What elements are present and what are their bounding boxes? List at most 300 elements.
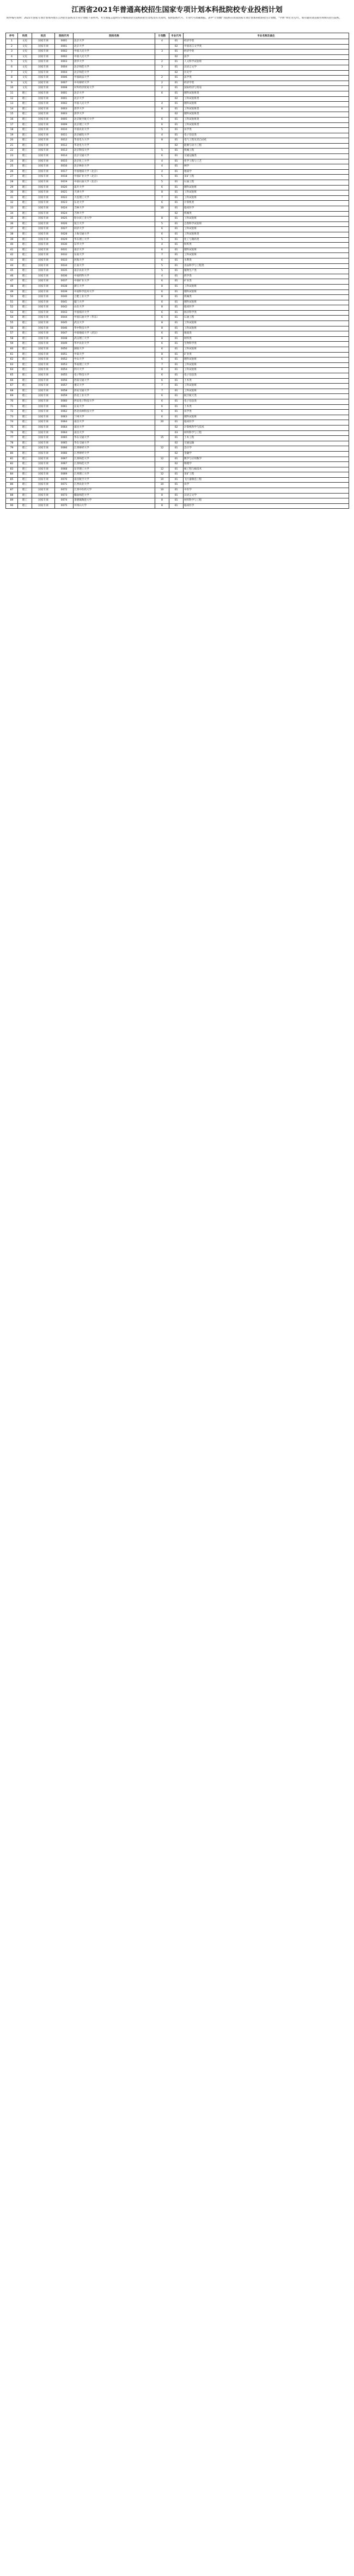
table-row <box>6 477 349 483</box>
table-cell: 6 <box>155 410 169 415</box>
table-cell: 77 <box>6 436 18 441</box>
table-cell: 6 <box>155 394 169 399</box>
table-cell: 3 <box>155 50 169 55</box>
table-cell: 31 <box>6 195 18 201</box>
table-row <box>6 253 349 258</box>
table-cell: 6 <box>155 358 169 363</box>
table-cell: 01 <box>169 253 184 258</box>
table-cell: 0006 <box>55 76 74 81</box>
table-cell: 01 <box>169 175 184 180</box>
table-cell: 30 <box>6 190 18 196</box>
table-cell: 国家专项 <box>32 96 55 102</box>
table-row <box>6 410 349 415</box>
document-title: 江西省2021年普通高校招生国家专项计划本科批院校专业投档计划 <box>71 6 283 14</box>
table-cell: 国家专项 <box>32 243 55 248</box>
table-cell: 国家专项 <box>32 86 55 91</box>
table-row <box>6 415 349 420</box>
document-note: 附件编号说明：2021年国家专项计划本科批在江西招生院校及专业计划如下表所列。考生填报志愿时应仔细阅读招生院校的招生章程及有关说明，按照院校代号、专业代号准确填报。表中“计划数”为院校在我省国家专项计划本科批的招生计划数，“学费”单位为元/年。如有疑问请直接咨询相关招生院校。 <box>7 17 342 20</box>
table-cell: 6 <box>155 227 169 232</box>
table-cell: 02 <box>169 112 184 118</box>
table-cell: 理工 <box>18 389 32 394</box>
table-cell: 国家专项 <box>32 483 55 488</box>
table-cell: 国家专项 <box>32 117 55 122</box>
table-cell: 8 <box>155 326 169 331</box>
table-cell: 3 <box>6 50 18 55</box>
table-cell: 国家专项 <box>32 425 55 430</box>
table-cell: 01 <box>169 310 184 316</box>
table-cell: 69 <box>6 394 18 399</box>
table-cell: 理工 <box>18 149 32 154</box>
table-cell: 01 <box>169 237 184 243</box>
table-cell: 6 <box>155 232 169 237</box>
table-cell: 江西财经大学 <box>74 446 155 452</box>
table-cell: 国家专项 <box>32 39 55 45</box>
table-cell: 01 <box>169 446 184 452</box>
table-cell: 电气工程及其自动化 <box>184 138 349 144</box>
table-cell: 01 <box>169 472 184 478</box>
table-row <box>6 310 349 316</box>
table-row <box>6 384 349 389</box>
table-cell: 75 <box>6 425 18 430</box>
table-cell: 20 <box>6 138 18 144</box>
table-cell: 8 <box>155 321 169 326</box>
table-cell: 20 <box>155 420 169 426</box>
table-cell: 23 <box>6 154 18 159</box>
table-cell: 7 <box>155 362 169 368</box>
table-cell: 4 <box>155 169 169 175</box>
table-cell: 01 <box>169 295 184 300</box>
table-cell: 理工 <box>18 190 32 196</box>
table-cell: 文史 <box>18 86 32 91</box>
table-cell: 58 <box>6 336 18 342</box>
table-cell: 理工 <box>18 394 32 399</box>
table-cell <box>155 54 169 60</box>
table-cell: 60 <box>6 347 18 353</box>
table-cell: 0044 <box>55 316 74 321</box>
table-cell: 01 <box>169 321 184 326</box>
table-cell: 文史 <box>18 39 32 45</box>
table-row <box>6 436 349 441</box>
table-cell: 0037 <box>55 279 74 285</box>
table-cell: 南昌大学 <box>74 425 155 430</box>
table-cell: 工科试验班类 <box>184 122 349 128</box>
table-cell: 石油工程 <box>184 180 349 186</box>
table-cell: 国家专项 <box>32 44 55 50</box>
table-cell: 中国海洋大学 <box>74 310 155 316</box>
table-cell: 理工 <box>18 221 32 227</box>
table-cell: 西北工业大学 <box>74 394 155 399</box>
table-cell: 42 <box>6 253 18 258</box>
table-cell: 计算机科学与技术 <box>184 425 349 430</box>
table-cell: 01 <box>169 420 184 426</box>
table-cell: 5 <box>155 180 169 186</box>
table-cell: 0065 <box>55 441 74 446</box>
table-cell: 0015 <box>55 159 74 164</box>
table-cell: 交通运输 <box>184 441 349 446</box>
table-cell: 电子信息类 <box>184 133 349 138</box>
column-header: 专业代号 <box>169 33 184 39</box>
table-cell: 5 <box>155 237 169 243</box>
table-cell: 01 <box>169 133 184 138</box>
table-cell: 国家专项 <box>32 175 55 180</box>
table-row <box>6 206 349 212</box>
table-row <box>6 336 349 342</box>
table-cell: 华东交通大学 <box>74 441 155 446</box>
table-cell: 10 <box>155 206 169 212</box>
table-cell: 0027 <box>55 227 74 232</box>
table-cell: 01 <box>169 221 184 227</box>
table-cell: 01 <box>169 415 184 420</box>
table-cell: 理工 <box>18 206 32 212</box>
table-cell: 02 <box>169 96 184 102</box>
table-cell: 航空航天类 <box>184 394 349 399</box>
table-cell: 国家专项 <box>32 472 55 478</box>
table-cell: 国家专项 <box>32 430 55 436</box>
table-row <box>6 50 349 55</box>
table-cell: 6 <box>155 347 169 353</box>
table-row <box>6 39 349 45</box>
table-row <box>6 190 349 196</box>
table-cell: 0042 <box>55 305 74 311</box>
table-cell: 中国石油大学（北京） <box>74 180 155 186</box>
table-cell: 01 <box>169 263 184 269</box>
table-cell: 8 <box>155 107 169 112</box>
table-cell: 0016 <box>55 164 74 170</box>
table-cell: 59 <box>6 342 18 347</box>
table-cell: 浙江大学 <box>74 284 155 289</box>
table-cell: 国家专项 <box>32 159 55 164</box>
table-cell: 文史 <box>18 54 32 60</box>
table-cell: 01 <box>169 201 184 206</box>
table-cell: 56 <box>6 326 18 331</box>
table-cell: 0026 <box>55 221 74 227</box>
table-cell: 南昌大学 <box>74 420 155 426</box>
table-cell: 地质类 <box>184 331 349 337</box>
table-cell: 国家专项 <box>32 378 55 384</box>
column-header: 序号 <box>6 33 18 39</box>
table-cell: 中国科学技术大学 <box>74 289 155 295</box>
table-row <box>6 404 349 410</box>
table-cell: 0047 <box>55 331 74 337</box>
table-cell: 国家专项 <box>32 404 55 410</box>
table-row <box>6 493 349 498</box>
table-cell: 76 <box>6 430 18 436</box>
table-cell: 8 <box>6 76 18 81</box>
table-cell: 6 <box>155 300 169 305</box>
table-row <box>6 211 349 217</box>
table-cell: 18 <box>6 128 18 133</box>
table-cell: 28 <box>6 180 18 186</box>
table-cell: 02 <box>169 70 184 76</box>
table-cell: 19 <box>6 133 18 138</box>
table-cell: 4 <box>155 133 169 138</box>
table-cell: 7 <box>155 195 169 201</box>
table-cell <box>155 112 169 118</box>
table-cell: 工科试验班 <box>184 347 349 353</box>
table-cell: 01 <box>169 498 184 504</box>
table-row <box>6 169 349 175</box>
table-cell: 北京大学 <box>74 44 155 50</box>
table-cell: 理工 <box>18 420 32 426</box>
table-header-row <box>6 33 349 39</box>
table-cell: 8 <box>155 284 169 289</box>
table-cell: 文史 <box>18 50 32 55</box>
table-cell: 01 <box>169 347 184 353</box>
table-cell: 国家专项 <box>32 274 55 279</box>
table-cell: 景德镇陶瓷大学 <box>74 498 155 504</box>
table-cell: 吉林大学 <box>74 211 155 217</box>
table-row <box>6 91 349 96</box>
table-cell <box>155 44 169 50</box>
table-cell: 0030 <box>55 243 74 248</box>
table-cell: 9 <box>6 81 18 86</box>
table-cell: 文史 <box>18 81 32 86</box>
table-cell: 8 <box>155 493 169 498</box>
table-cell: 86 <box>6 483 18 488</box>
table-cell: 01 <box>169 457 184 462</box>
table-cell: 01 <box>169 378 184 384</box>
table-cell: 理工 <box>18 472 32 478</box>
table-cell: 国家专项 <box>32 50 55 55</box>
table-row <box>6 394 349 399</box>
table-cell: 01 <box>169 91 184 96</box>
table-cell: 电子科技大学 <box>74 373 155 379</box>
table-cell: 理工 <box>18 164 32 170</box>
table-cell: 02 <box>169 441 184 446</box>
table-cell: 01 <box>169 436 184 441</box>
table-row <box>6 284 349 289</box>
table-cell: 国家专项 <box>32 410 55 415</box>
table-cell: 理工 <box>18 91 32 96</box>
table-cell: 21 <box>6 143 18 149</box>
table-row <box>6 81 349 86</box>
table-cell: 2 <box>155 86 169 91</box>
table-cell: 02 <box>169 462 184 467</box>
table-cell: 01 <box>169 279 184 285</box>
table-cell: 0040 <box>55 295 74 300</box>
table-cell: 吉林大学 <box>74 206 155 212</box>
table-cell: 国家专项 <box>32 331 55 337</box>
table-cell: 国家专项 <box>32 326 55 331</box>
table-cell: 理工 <box>18 258 32 263</box>
table-cell: 国家专项 <box>32 258 55 263</box>
table-cell: 文史 <box>18 70 32 76</box>
table-row <box>6 467 349 472</box>
table-cell: 中国政法大学 <box>74 76 155 81</box>
table-cell: 01 <box>169 180 184 186</box>
table-cell: 工科试验班 <box>184 284 349 289</box>
table-cell: 0002 <box>55 102 74 107</box>
table-cell: 理工 <box>18 451 32 457</box>
table-cell: 清华大学 <box>74 112 155 118</box>
table-cell: 4 <box>155 159 169 164</box>
table-cell: 理工 <box>18 185 32 190</box>
table-cell: 理工 <box>18 217 32 222</box>
table-cell: 法学 <box>184 54 349 60</box>
table-cell: 01 <box>169 352 184 358</box>
table-cell: 8 <box>155 352 169 358</box>
table-cell: 中国地质大学（北京） <box>74 169 155 175</box>
table-cell: 国家专项 <box>32 358 55 363</box>
table-row <box>6 70 349 76</box>
table-cell: 35 <box>6 217 18 222</box>
table-cell: 6 <box>155 378 169 384</box>
table-cell: 理工 <box>18 195 32 201</box>
table-cell: 国家专项 <box>32 190 55 196</box>
table-cell: 理科试验班 <box>184 248 349 253</box>
table-cell: 理工 <box>18 384 32 389</box>
table-cell: 国家专项 <box>32 295 55 300</box>
table-cell: 理工 <box>18 362 32 368</box>
table-cell: 国家专项 <box>32 81 55 86</box>
table-row <box>6 373 349 379</box>
table-cell: 72 <box>6 410 18 415</box>
table-cell: 电子信息类 <box>184 373 349 379</box>
table-cell: 0009 <box>55 122 74 128</box>
table-cell: 国家专项 <box>32 300 55 305</box>
table-cell: 0035 <box>55 269 74 274</box>
column-header: 院校代号 <box>55 33 74 39</box>
table-cell: 0053 <box>55 362 74 368</box>
table-row <box>6 237 349 243</box>
table-cell: 国家专项 <box>32 70 55 76</box>
table-cell: 国家专项 <box>32 457 55 462</box>
table-cell: 62 <box>6 358 18 363</box>
table-cell: 文史 <box>18 60 32 65</box>
table-cell: 01 <box>169 336 184 342</box>
column-header: 科类 <box>18 33 32 39</box>
table-row <box>6 279 349 285</box>
table-cell: 01 <box>169 493 184 498</box>
table-row <box>6 300 349 305</box>
table-cell: 华北电力大学 <box>74 143 155 149</box>
table-cell: 0064 <box>55 430 74 436</box>
table-cell: 5 <box>155 175 169 180</box>
table-cell: 01 <box>169 300 184 305</box>
table-cell: 理工 <box>18 269 32 274</box>
table-cell: 金融学 <box>184 451 349 457</box>
table-cell: 国家专项 <box>32 128 55 133</box>
table-cell: 理工 <box>18 347 32 353</box>
table-cell: 理科试验班类 <box>184 91 349 96</box>
table-row <box>6 430 349 436</box>
table-cell: 01 <box>169 164 184 170</box>
table-cell: 国家专项 <box>32 206 55 212</box>
table-cell: 国家专项 <box>32 467 55 472</box>
table-cell: 53 <box>6 310 18 316</box>
table-row <box>6 503 349 509</box>
table-cell: 国家专项 <box>32 284 55 289</box>
table-cell: 材料科学与工程 <box>184 498 349 504</box>
table-cell: 38 <box>6 232 18 237</box>
table-row <box>6 441 349 446</box>
table-cell: 0017 <box>55 169 74 175</box>
table-cell: 赣南师范大学 <box>74 493 155 498</box>
table-cell: 01 <box>169 195 184 201</box>
table-cell: 理工 <box>18 180 32 186</box>
table-cell: 北京科技大学 <box>74 149 155 154</box>
table-cell: 临床医学 <box>184 420 349 426</box>
table-cell: 0051 <box>55 352 74 358</box>
table-cell: 40 <box>6 243 18 248</box>
table-cell: 国家专项 <box>32 305 55 311</box>
table-cell: 6 <box>155 289 169 295</box>
table-cell: 理工 <box>18 326 32 331</box>
table-cell: 24 <box>6 159 18 164</box>
table-cell: 国家专项 <box>32 347 55 353</box>
table-cell: 山东大学 <box>74 305 155 311</box>
table-row <box>6 149 349 154</box>
table-cell: 01 <box>169 185 184 190</box>
table-row <box>6 274 349 279</box>
table-cell: 地质学 <box>184 169 349 175</box>
table-cell: 北京大学 <box>74 91 155 96</box>
table-row <box>6 425 349 430</box>
table-cell: 6 <box>155 185 169 190</box>
table-cell: 北京大学 <box>74 96 155 102</box>
table-cell: 石油工程 <box>184 316 349 321</box>
table-cell: 理工 <box>18 232 32 237</box>
table-cell: 7 <box>155 253 169 258</box>
table-row <box>6 128 349 133</box>
table-cell: 上海交通大学 <box>74 232 155 237</box>
table-cell: 10 <box>6 86 18 91</box>
table-cell: 理工 <box>18 462 32 467</box>
table-cell: 工科试验班 <box>184 195 349 201</box>
table-row <box>6 102 349 107</box>
table-cell: 武汉理工大学 <box>74 336 155 342</box>
table-cell: 国家专项 <box>32 394 55 399</box>
table-cell: 机械类 <box>184 211 349 217</box>
table-row <box>6 107 349 112</box>
table-cell: 理工 <box>18 503 32 509</box>
table-cell: 国家专项 <box>32 217 55 222</box>
table-cell: 3 <box>155 65 169 70</box>
table-cell: 01 <box>169 404 184 410</box>
table-cell <box>155 70 169 76</box>
table-cell: 国家专项 <box>32 112 55 118</box>
table-cell: 01 <box>169 122 184 128</box>
table-cell: 0019 <box>55 180 74 186</box>
table-cell: 0043 <box>55 310 74 316</box>
table-cell: 文史 <box>18 65 32 70</box>
table-cell: 15 <box>155 436 169 441</box>
table-row <box>6 185 349 190</box>
table-cell: 工科试验班 <box>184 190 349 196</box>
table-cell: 理工 <box>18 289 32 295</box>
table-row <box>6 316 349 321</box>
table-cell: 理工 <box>18 441 32 446</box>
table-row <box>6 232 349 237</box>
table-cell: 大连理工大学 <box>74 195 155 201</box>
table-row <box>6 122 349 128</box>
table-row <box>6 195 349 201</box>
table-cell: 国家专项 <box>32 221 55 227</box>
table-row <box>6 488 349 494</box>
table-cell: 国家专项 <box>32 462 55 467</box>
table-row <box>6 498 349 504</box>
table-cell <box>155 211 169 217</box>
table-cell: 理工 <box>18 457 32 462</box>
table-cell: 0029 <box>55 237 74 243</box>
table-row <box>6 295 349 300</box>
table-cell: 理工 <box>18 237 32 243</box>
table-cell: 西北农林科技大学 <box>74 410 155 415</box>
table-cell: 理工 <box>18 175 32 180</box>
table-cell: 6 <box>155 248 169 253</box>
table-cell: 国家专项 <box>32 503 55 509</box>
table-cell: 52 <box>6 305 18 311</box>
